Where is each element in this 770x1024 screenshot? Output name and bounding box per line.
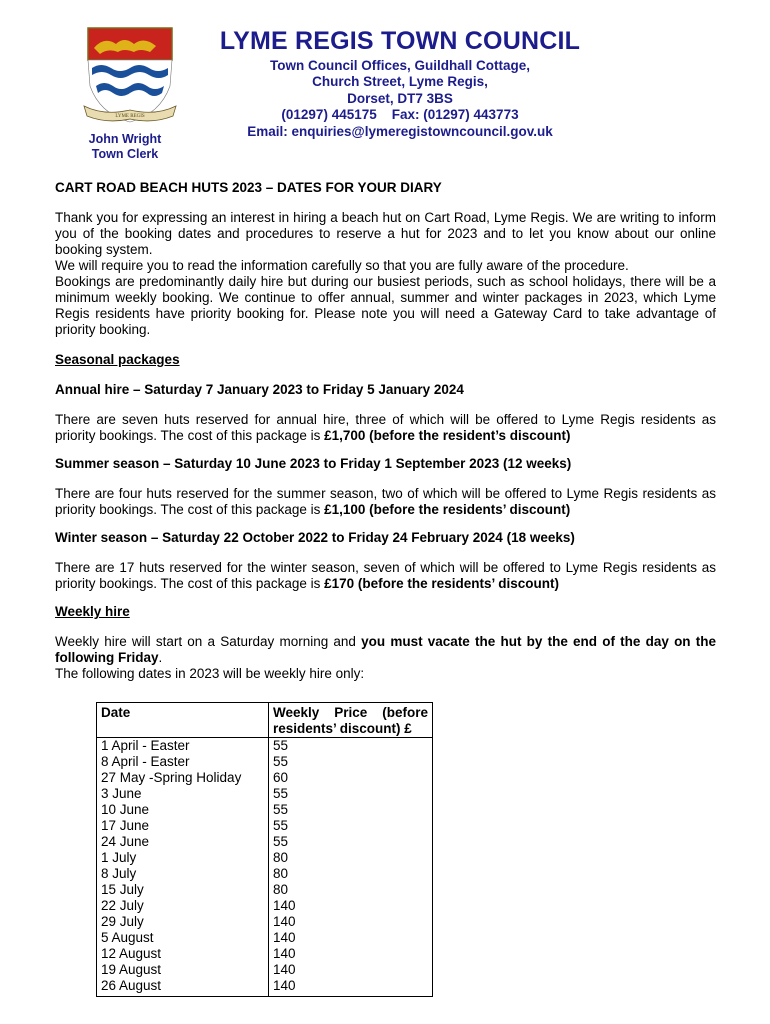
table-row-date: 19 August [101, 962, 162, 977]
clerk-block [70, 132, 180, 162]
table-row-price: 55 [273, 802, 289, 817]
table-row-date: 15 July [101, 882, 144, 897]
weekly-heading: Weekly hire [55, 604, 130, 619]
table-row-date: 29 July [101, 914, 144, 929]
winter-price: £170 (before the residents’ discount) [324, 576, 559, 591]
table-row-price: 80 [273, 882, 289, 897]
clerk-title: Town Clerk [91, 147, 159, 161]
winter-heading: Winter season – Saturday 22 October 2022 to Friday 24 February 2024 (18 weeks) [55, 530, 575, 545]
annual-price: £1,700 (before the resident’s discount) [324, 428, 571, 443]
council-address [190, 58, 610, 140]
table-row-date: 1 July [101, 850, 137, 865]
winter-text [55, 560, 716, 592]
table-header-row [97, 703, 433, 738]
summer-description: There are four huts reserved for the summer season, two of which will be offered to Lyme Regis residents as priority bookings. The cost of this package is [55, 486, 716, 517]
letterhead [190, 26, 610, 140]
table-row-price: 55 [273, 834, 289, 849]
table-row-date: 8 July [101, 866, 137, 881]
weekly-text-end: . [158, 650, 163, 665]
table-row-price: 55 [273, 738, 289, 753]
clerk-name: John Wright [88, 132, 162, 146]
table-row-date: 24 June [101, 834, 150, 849]
winter-description: There are 17 huts reserved for the winter season, seven of which will be offered to Lyme Regis residents as priority bookings. The cost of this package is [55, 560, 716, 591]
address-line: Town Council Offices, Guildhall Cottage, [269, 58, 530, 73]
table-row-date: 5 August [101, 930, 154, 945]
table-row-price: 55 [273, 786, 289, 801]
seasonal-heading: Seasonal packages [55, 352, 180, 367]
table-row-date: 27 May -Spring Holiday [101, 770, 242, 785]
email-address: Email: enquiries@lymeregistowncouncil.gov.uk [247, 123, 553, 139]
intro-paragraph-2: We will require you to read the information carefully so that you are fully aware of the procedure. [55, 258, 629, 273]
phone-fax: (01297) 445175 Fax: (01297) 443773 [281, 107, 519, 123]
summer-text [55, 486, 716, 518]
letter-body [55, 180, 716, 682]
document-title: CART ROAD BEACH HUTS 2023 – DATES FOR YOUR DIARY [55, 180, 442, 195]
annual-description: There are seven huts reserved for annual hire, three of which will be offered to Lyme Regis residents as priority bookings. The cost of this package is [55, 412, 716, 443]
table-row-price: 140 [273, 978, 296, 993]
intro-paragraph-3: Bookings are predominantly daily hire but during our busiest periods, such as school holidays, there will be a minimum weekly booking. We continue to offer annual, summer and winter packages in 2023, which Lyme Regis residents have priority booking for. Please note you will need a Gateway Card to take advantage of priority booking. [55, 274, 716, 337]
table-header-date [97, 703, 269, 738]
council-name: LYME REGIS TOWN COUNCIL [219, 27, 581, 55]
table-row-date: 1 April - Easter [101, 738, 190, 753]
table-body-row [97, 738, 433, 997]
summer-heading: Summer season – Saturday 10 June 2023 to Friday 1 September 2023 (12 weeks) [55, 456, 572, 471]
table-row-date: 17 June [101, 818, 150, 833]
table-row-price: 55 [273, 818, 289, 833]
table-row-date: 22 July [101, 898, 144, 913]
table-row-price: 140 [273, 930, 296, 945]
price-list-cell [269, 738, 433, 997]
council-crest-logo [80, 26, 180, 126]
table-row-price: 140 [273, 946, 296, 961]
crest-motto: LYME REGIS [115, 114, 145, 119]
table-row-date: 3 June [101, 786, 142, 801]
table-row-price: 140 [273, 914, 296, 929]
summer-price: £1,100 (before the residents’ discount) [324, 502, 571, 517]
table-row-date: 26 August [101, 978, 162, 993]
table-row-date: 10 June [101, 802, 150, 817]
annual-text [55, 412, 716, 444]
table-row-price: 55 [273, 754, 289, 769]
table-header-price [269, 703, 433, 738]
date-column-header: Date [101, 705, 131, 720]
table-row-price: 140 [273, 962, 296, 977]
weekly-price-table [96, 702, 433, 997]
table-row-price: 80 [273, 850, 289, 865]
address-line: Church Street, Lyme Regis, [312, 74, 488, 90]
price-column-header: Weekly Price (before residents’ discount) £ [273, 705, 428, 736]
table-row-date: 12 August [101, 946, 162, 961]
address-line: Dorset, DT7 3BS [347, 90, 453, 106]
table-row-date: 8 April - Easter [101, 754, 190, 769]
weekly-description: Weekly hire will start on a Saturday morning and [55, 634, 362, 649]
table-row-price: 140 [273, 898, 296, 913]
annual-heading: Annual hire – Saturday 7 January 2023 to Friday 5 January 2024 [55, 382, 464, 397]
table-row-price: 80 [273, 866, 289, 881]
date-list-cell [97, 738, 269, 997]
intro-paragraph-1: Thank you for expressing an interest in hiring a beach hut on Cart Road, Lyme Regis. We are writing to inform you of the booking dates and procedures to reserve a hut for 2023 and to let you know about our online booking system. [55, 210, 716, 257]
weekly-text [55, 634, 716, 666]
weekly-dates-intro: The following dates in 2023 will be weekly hire only: [55, 666, 365, 681]
weekly-vacate-notice: you must vacate the hut by the end of the day on the following Friday [55, 634, 717, 665]
table-row-price: 60 [273, 770, 289, 785]
